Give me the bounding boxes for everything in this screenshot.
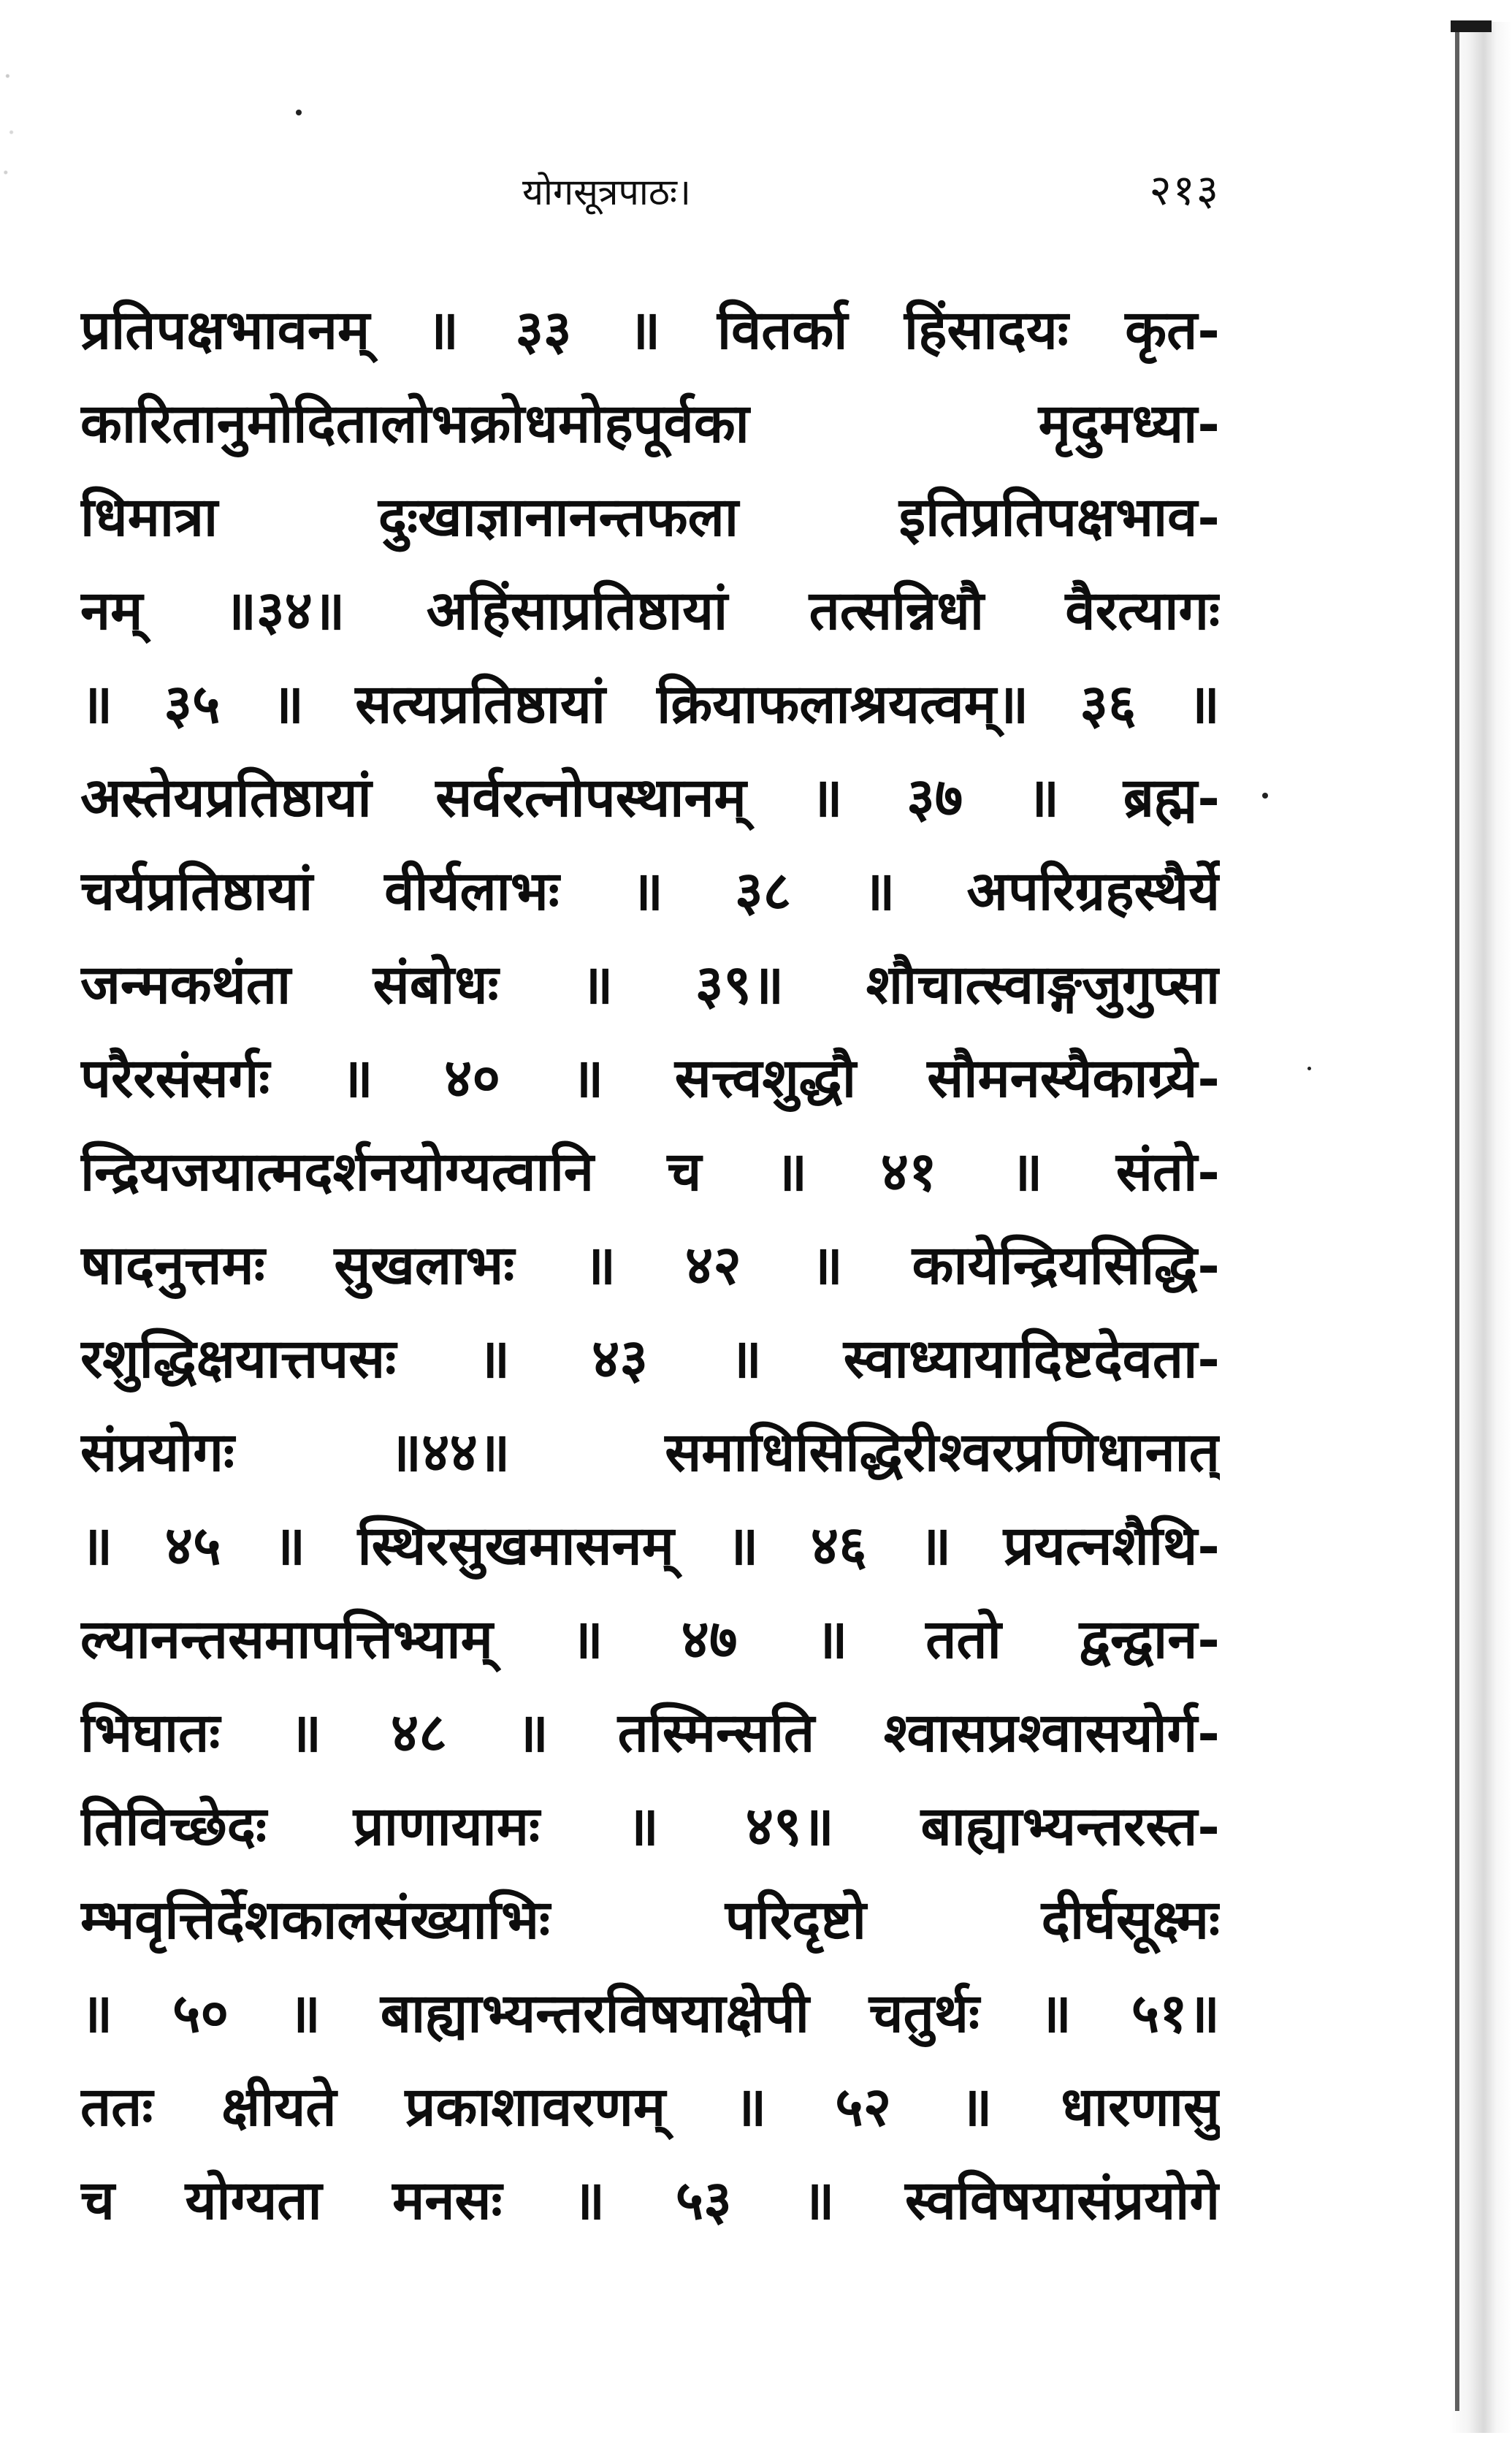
text-line: चर्यप्रतिष्ठायां वीर्यलाभः ॥ ३८ ॥ अपरिग्रहस्थैर्ये xyxy=(80,860,1220,923)
text-line: जन्मकथंता संबोधः ॥ ३९॥ शौचात्स्वाङ्गजुगुप्सा xyxy=(80,953,1220,1016)
text-line: भिघातः ॥ ४८ ॥ तस्मिन्सति श्वासप्रश्वासयोर्ग- xyxy=(80,1702,1220,1764)
page-header xyxy=(80,164,1220,223)
text-line: तिविच्छेदः प्राणायामः ॥ ४९॥ बाह्याभ्यन्तरस्त- xyxy=(80,1795,1220,1858)
binding-cap xyxy=(1451,20,1492,32)
text-line: ततः क्षीयते प्रकाशावरणम् ॥ ५२ ॥ धारणासु xyxy=(80,2076,1220,2138)
running-head: योगसूत्रपाठः। xyxy=(522,171,691,213)
text-line: ॥ ४५ ॥ स्थिरसुखमासनम् ॥ ४६ ॥ प्रयत्नशैथि- xyxy=(80,1515,1220,1577)
text-line: रशुद्धिक्षयात्तपसः ॥ ४३ ॥ स्वाध्यायादिष्टदेवता- xyxy=(80,1327,1220,1390)
ink-speck xyxy=(296,110,302,115)
left-edge-speckle xyxy=(0,44,19,205)
page-number: २१३ xyxy=(1149,165,1220,215)
text-line: ॥ ३५ ॥ सत्यप्रतिष्ठायां क्रियाफलाश्रयत्वम्॥ ३६ ॥ xyxy=(80,673,1220,736)
text-line: षादनुत्तमः सुखलाभः ॥ ४२ ॥ कायेन्द्रियसिद्धि- xyxy=(80,1234,1220,1297)
text-line: धिमात्रा दुःखाज्ञानानन्तफला इतिप्रतिपक्षभाव- xyxy=(80,486,1220,549)
text-line: प्रतिपक्षभावनम् ॥ ३३ ॥ वितर्का हिंसादयः कृत- xyxy=(80,299,1220,362)
body-text xyxy=(80,283,1220,2247)
binding-line xyxy=(1455,29,1459,2411)
text-line: संप्रयोगः ॥४४॥ समाधिसिद्धिरीश्वरप्रणिधानात् xyxy=(80,1421,1220,1484)
text-line: म्भवृत्तिर्देशकालसंख्याभिः परिदृष्टो दीर्घसूक्ष्मः xyxy=(80,1889,1220,1951)
text-line: परैरसंसर्गः ॥ ४० ॥ सत्त्वशुद्धौ सौमनस्यैकाग्र्ये- xyxy=(80,1047,1220,1110)
text-line: ल्यानन्तसमापत्तिभ्याम् ॥ ४७ ॥ ततो द्वन्द्वान- xyxy=(80,1608,1220,1671)
text-line: अस्तेयप्रतिष्ठायां सर्वरत्नोपस्थानम् ॥ ३७ ॥ ब्रह्म- xyxy=(80,766,1220,829)
text-line: न्द्रियजयात्मदर्शनयोग्यत्वानि च ॥ ४१ ॥ संतो- xyxy=(80,1140,1220,1203)
ink-speck xyxy=(1307,1067,1311,1070)
text-line: नम् ॥३४॥ अहिंसाप्रतिष्ठायां तत्सन्निधौ वैरत्यागः xyxy=(80,579,1220,642)
ink-speck xyxy=(1262,793,1268,799)
text-line: च योग्यता मनसः ॥ ५३ ॥ स्वविषयासंप्रयोगे xyxy=(80,2169,1220,2232)
text-line: कारितानुमोदितालोभक्रोधमोहपूर्वका मृदुमध्या- xyxy=(80,392,1220,455)
text-line: ॥ ५० ॥ बाह्याभ्यन्तरविषयाक्षेपी चतुर्थः ॥ ५१॥ xyxy=(80,1982,1220,2045)
